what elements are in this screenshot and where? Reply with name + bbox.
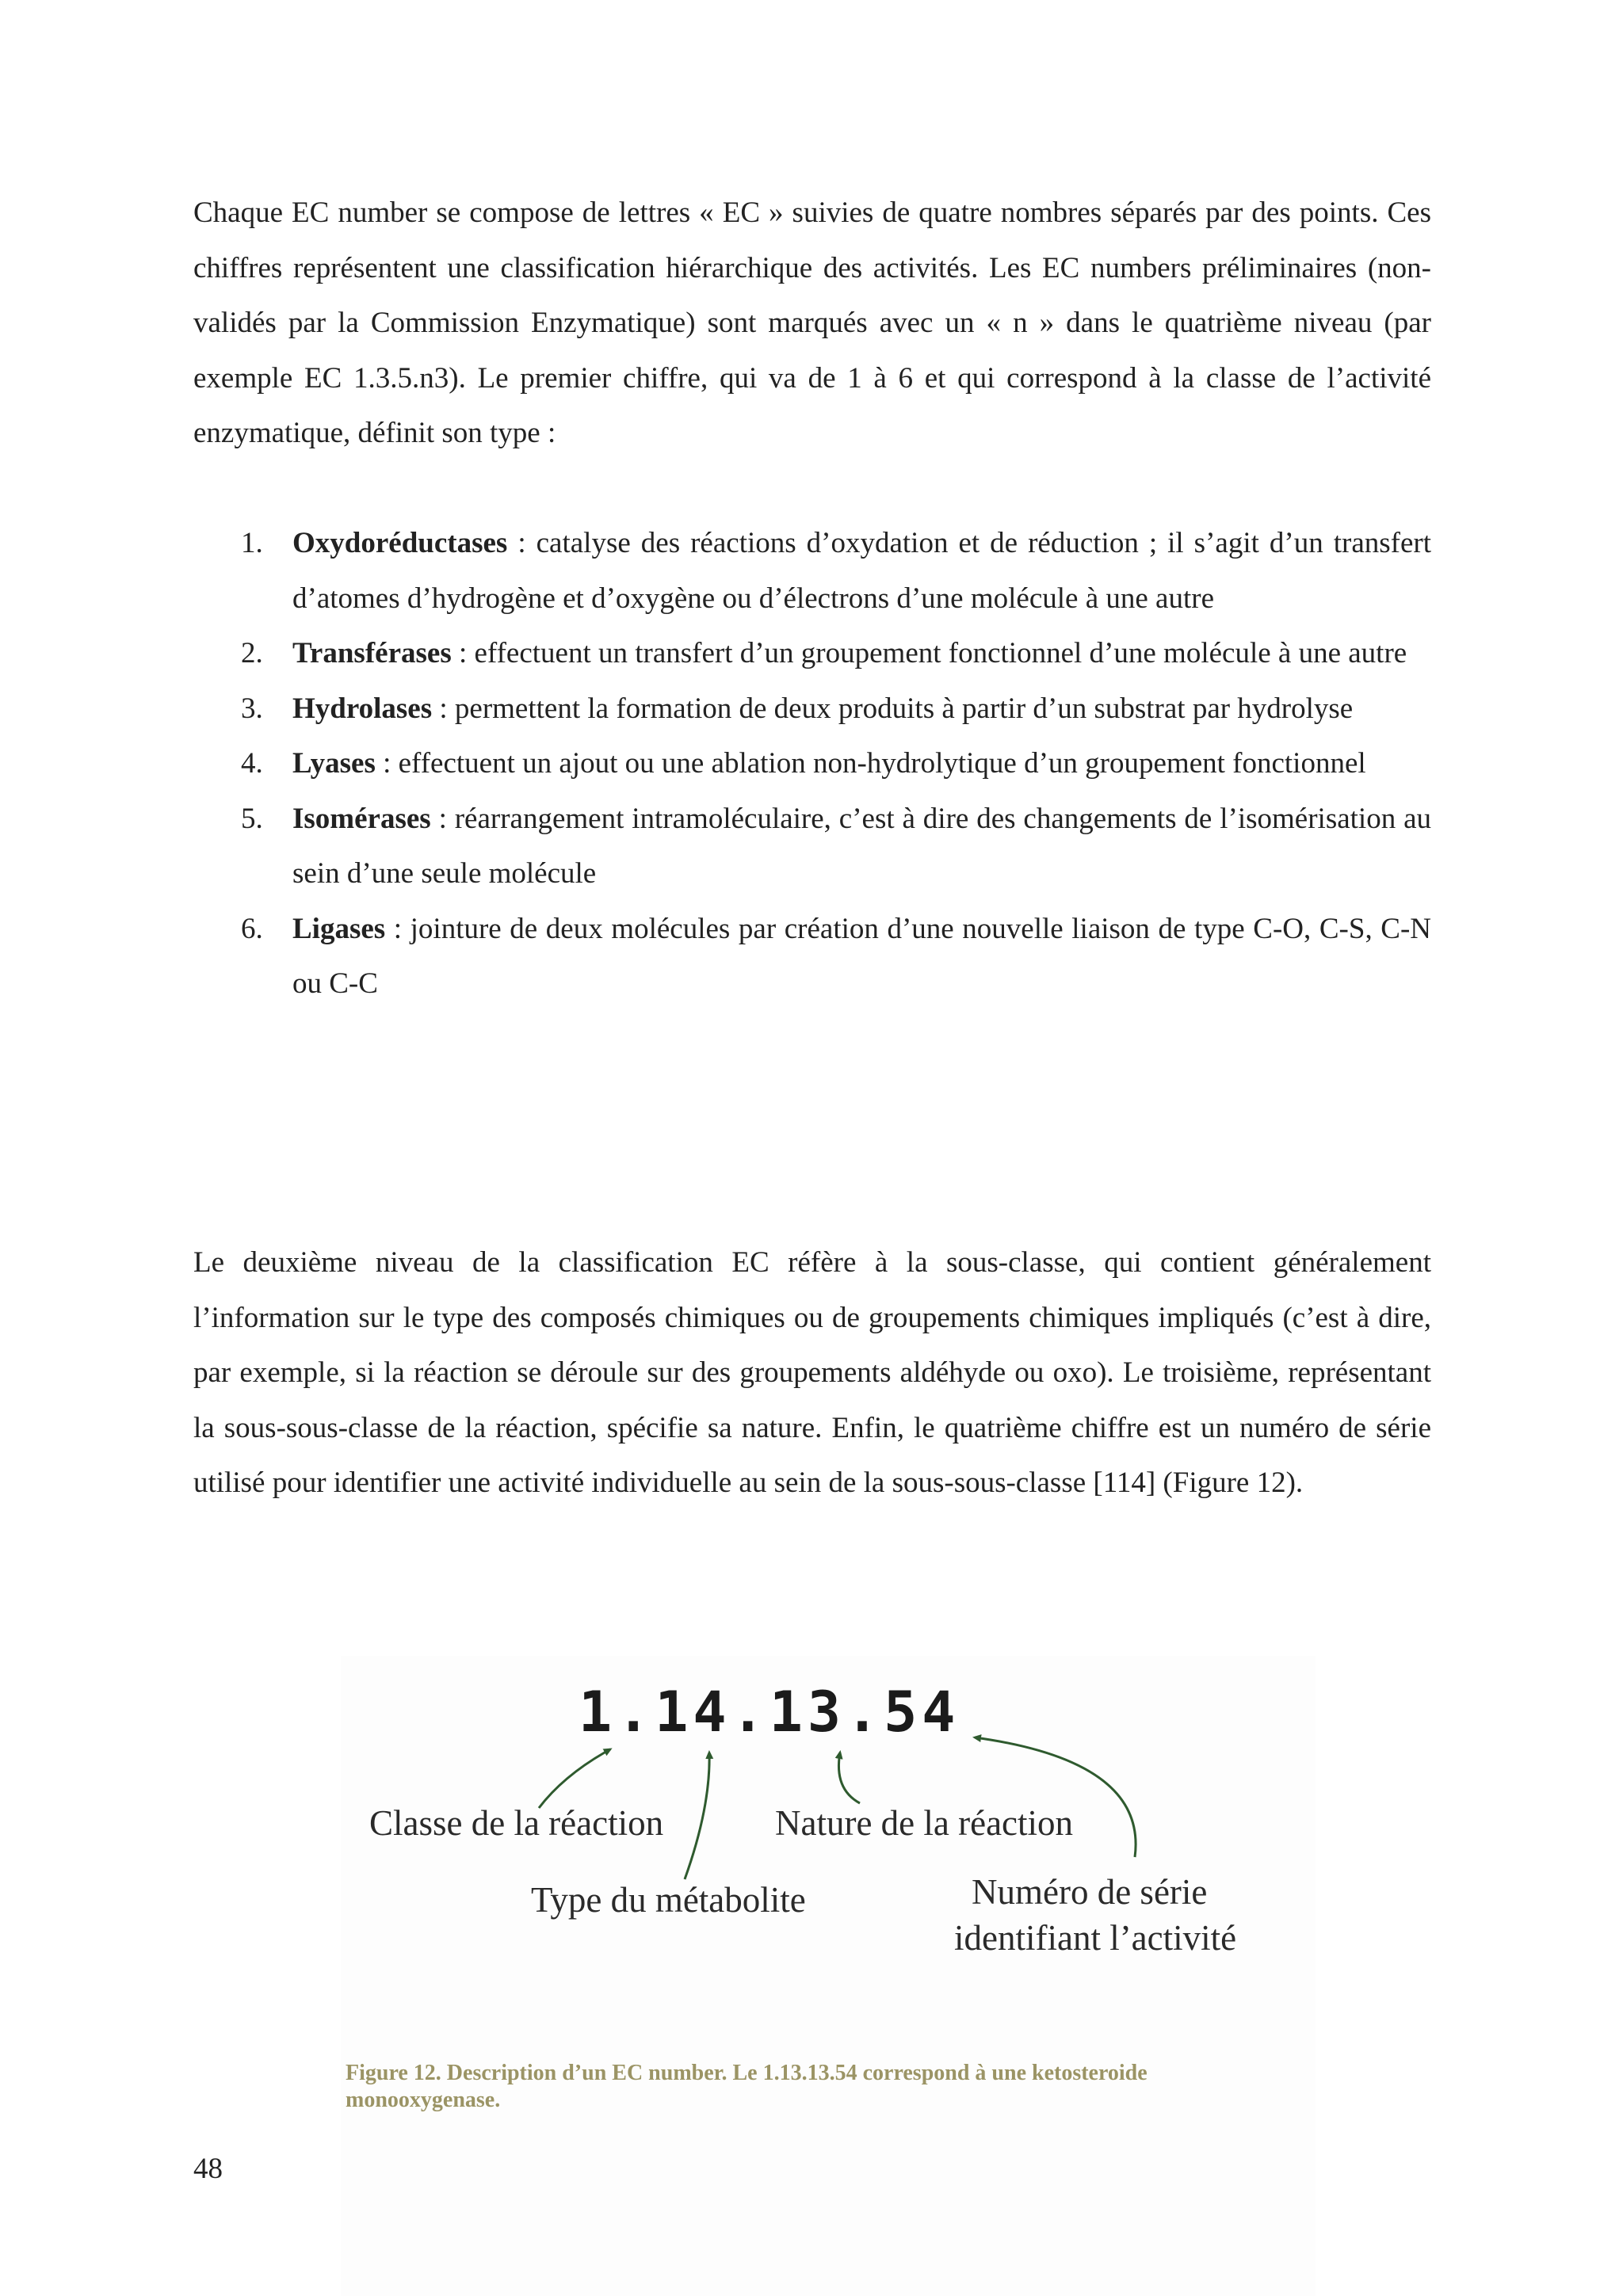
list-item-number: 6. — [241, 912, 263, 945]
list-item-term: Hydrolases — [292, 692, 433, 725]
list-item-number: 4. — [241, 747, 263, 780]
label-nature-reaction: Nature de la réaction — [775, 1803, 1074, 1843]
list-item — [193, 902, 1431, 1012]
list-item-number: 2. — [241, 637, 263, 669]
list-item-text: : permettent la formation de deux produits à partir d’un substrat par hydrolyse — [432, 692, 1354, 725]
list-item-text: : effectuent un transfert d’un groupement fonctionnel d’une molécule à une autre — [451, 637, 1407, 669]
list-item-term: Ligases — [292, 912, 386, 945]
arrow-classe — [539, 1749, 610, 1808]
list-item-term: Transférases — [292, 637, 452, 669]
paragraph-intro: Chaque EC number se compose de lettres « EC » suivies de quatre nombres séparés par des points. Ces chiffres représentent une classification hiérarchique des activités. Les EC numbers préliminaires (non-validés par la Commission Enzymatique) sont marqués avec un « n » dans le quatrième niveau (par exemple EC 1.3.5.n3). Le premier chiffre, qui va de 1 à 6 et qui correspond à la classe de l’activité enzymatique, définit son type : — [193, 196, 1431, 449]
list-item — [193, 626, 1431, 681]
label-classe-reaction: Classe de la réaction — [369, 1803, 664, 1843]
list-item-text: : effectuent un ajout ou une ablation non-hydrolytique d’un groupement fonctionnel — [375, 747, 1366, 780]
list-item — [193, 516, 1431, 626]
list-item — [193, 736, 1431, 791]
list-item-term: Oxydoréductases — [292, 527, 508, 559]
list-item-number: 3. — [241, 692, 263, 725]
list-item-number: 1. — [241, 527, 263, 559]
list-item — [193, 791, 1431, 902]
paragraph-levels: Le deuxième niveau de la classification EC réfère à la sous-classe, qui contient généralement l’information sur le type des composés chimiques ou de groupements chimiques impliqués (c’est à dire, par exemple, si la réaction se déroule sur des groupements aldéhyde ou oxo). Le troisième, représentant la sous-sous-classe de la réaction, spécifie sa nature. Enfin, le quatrième chiffre est un numéro de série utilisé pour identifier une activité individuelle au sein de la sous-sous-classe [114] (Figure 12). — [193, 1246, 1431, 1499]
enzyme-class-list — [193, 516, 1431, 1012]
figure-ec-number — [341, 1656, 1316, 2296]
list-item-term: Lyases — [292, 747, 376, 780]
arrow-type — [685, 1753, 709, 1879]
list-item-text: : réarrangement intramoléculaire, c’est à dire des changements de l’isomérisation au sein d’une seule molécule — [292, 802, 1431, 890]
label-identifiant-activite: identifiant l’activité — [954, 1918, 1237, 1958]
arrow-nature — [838, 1753, 860, 1803]
figure-caption: Figure 12. Description d’un EC number. Le 1.13.13.54 correspond à une ketosteroide monooxygenase. — [346, 2061, 1148, 2112]
ec-number-example: 1.14.13.54 — [579, 1680, 960, 1745]
page-number: 48 — [193, 2153, 223, 2185]
list-item-term: Isomérases — [292, 802, 431, 835]
list-item-text: : jointure de deux molécules par création d’une nouvelle liaison de type C-O, C-S, C-N ou C-C — [292, 912, 1431, 1000]
list-item — [193, 681, 1431, 737]
label-type-metabolite: Type du métabolite — [531, 1880, 806, 1920]
list-item-text: : catalyse des réactions d’oxydation et de réduction ; il s’agit d’un transfert d’atomes d’hydrogène et d’oxygène ou d’électrons d’une molécule à une autre — [292, 527, 1431, 615]
label-numero-serie: Numéro de série — [972, 1872, 1208, 1912]
list-item-number: 5. — [241, 802, 263, 835]
